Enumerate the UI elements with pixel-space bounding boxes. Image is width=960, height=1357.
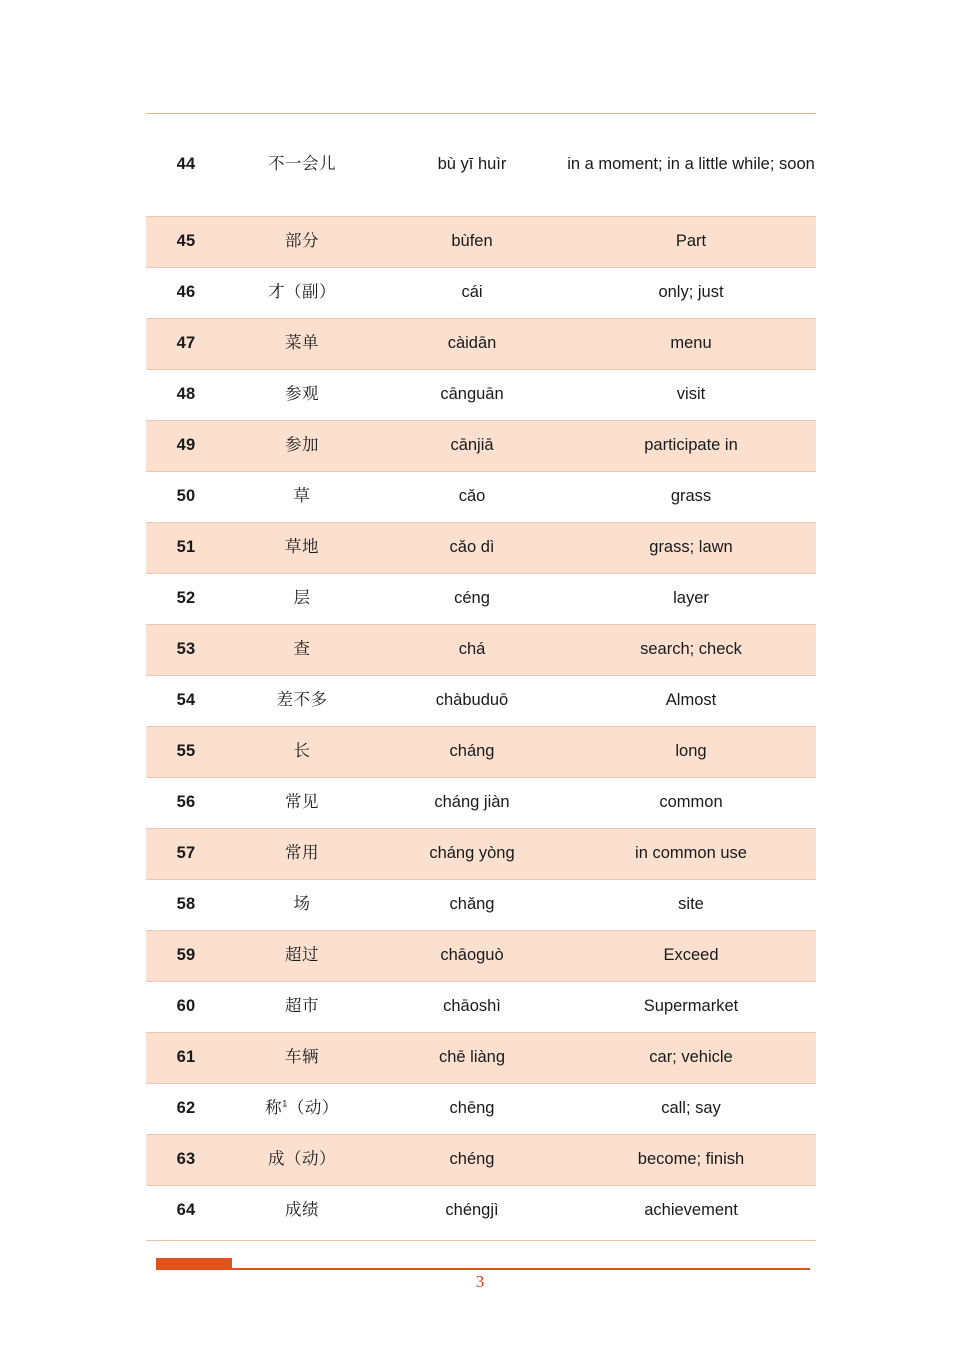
table-row	[146, 267, 816, 318]
cell-entry-number: 54	[146, 675, 226, 726]
cell-english-meaning: in common use	[566, 828, 816, 879]
cell-english-meaning: site	[566, 879, 816, 930]
cell-english-meaning: become; finish	[566, 1134, 816, 1185]
cell-pinyin: chéng	[378, 1134, 566, 1185]
table-row	[146, 1032, 816, 1083]
table-row	[146, 777, 816, 828]
cell-english-meaning: menu	[566, 318, 816, 369]
cell-entry-number: 45	[146, 216, 226, 267]
cell-chinese-word	[226, 1083, 378, 1134]
cell-pinyin: cǎo	[378, 471, 566, 522]
cell-chinese-word: 查	[226, 624, 378, 675]
cell-entry-number: 51	[146, 522, 226, 573]
table-row	[146, 573, 816, 624]
cell-pinyin: cháng yòng	[378, 828, 566, 879]
table-row	[146, 318, 816, 369]
cell-chinese-word: 草地	[226, 522, 378, 573]
cell-pinyin: cǎo dì	[378, 522, 566, 573]
table-row	[146, 420, 816, 471]
cell-pinyin: chāoguò	[378, 930, 566, 981]
cell-entry-number: 50	[146, 471, 226, 522]
cell-pinyin: chéngjì	[378, 1185, 566, 1236]
cell-english-meaning: Supermarket	[566, 981, 816, 1032]
cell-chinese-word: 不一会儿	[226, 114, 378, 216]
cell-pinyin: cānjiā	[378, 420, 566, 471]
vocabulary-table	[146, 114, 816, 1236]
cell-english-meaning: participate in	[566, 420, 816, 471]
table-row	[146, 675, 816, 726]
table-row	[146, 828, 816, 879]
cell-pinyin: cháng jiàn	[378, 777, 566, 828]
cell-chinese-word: 部分	[226, 216, 378, 267]
table-row	[146, 369, 816, 420]
chinese-word-base: 称	[265, 1098, 283, 1117]
cell-entry-number: 47	[146, 318, 226, 369]
cell-chinese-word: 菜单	[226, 318, 378, 369]
cell-chinese-word: 才（副）	[226, 267, 378, 318]
cell-entry-number: 49	[146, 420, 226, 471]
cell-chinese-word: 草	[226, 471, 378, 522]
cell-chinese-word: 超市	[226, 981, 378, 1032]
cell-chinese-word: 超过	[226, 930, 378, 981]
cell-english-meaning: call; say	[566, 1083, 816, 1134]
cell-entry-number: 56	[146, 777, 226, 828]
cell-english-meaning: achievement	[566, 1185, 816, 1236]
table-row	[146, 726, 816, 777]
cell-chinese-word: 成（动）	[226, 1134, 378, 1185]
cell-english-meaning: visit	[566, 369, 816, 420]
cell-chinese-word: 场	[226, 879, 378, 930]
cell-entry-number: 62	[146, 1083, 226, 1134]
table-row	[146, 522, 816, 573]
cell-entry-number: 64	[146, 1185, 226, 1236]
cell-entry-number: 52	[146, 573, 226, 624]
cell-pinyin: chá	[378, 624, 566, 675]
table-row	[146, 981, 816, 1032]
table-row	[146, 1134, 816, 1185]
cell-english-meaning: layer	[566, 573, 816, 624]
cell-pinyin: cānguān	[378, 369, 566, 420]
cell-chinese-word: 长	[226, 726, 378, 777]
vocabulary-table-body	[146, 114, 816, 1236]
cell-entry-number: 61	[146, 1032, 226, 1083]
cell-pinyin: cháng	[378, 726, 566, 777]
cell-entry-number: 53	[146, 624, 226, 675]
table-row	[146, 930, 816, 981]
table-row	[146, 216, 816, 267]
cell-entry-number: 63	[146, 1134, 226, 1185]
chinese-word-suffix: （动）	[287, 1098, 339, 1117]
cell-english-meaning: in a moment; in a little while; soon	[566, 114, 816, 216]
cell-pinyin: bù yī huìr	[378, 114, 566, 216]
table-row	[146, 624, 816, 675]
cell-pinyin: bùfen	[378, 216, 566, 267]
table-row	[146, 879, 816, 930]
cell-chinese-word: 常见	[226, 777, 378, 828]
cell-chinese-word: 层	[226, 573, 378, 624]
footer-rule	[156, 1268, 810, 1270]
cell-english-meaning: Part	[566, 216, 816, 267]
cell-chinese-word: 车辆	[226, 1032, 378, 1083]
cell-entry-number: 48	[146, 369, 226, 420]
cell-pinyin: cái	[378, 267, 566, 318]
cell-english-meaning: car; vehicle	[566, 1032, 816, 1083]
cell-chinese-word: 成绩	[226, 1185, 378, 1236]
cell-entry-number: 59	[146, 930, 226, 981]
table-row	[146, 1185, 816, 1236]
cell-chinese-word: 参观	[226, 369, 378, 420]
cell-english-meaning: only; just	[566, 267, 816, 318]
cell-pinyin: chāoshì	[378, 981, 566, 1032]
cell-english-meaning: long	[566, 726, 816, 777]
cell-pinyin: céng	[378, 573, 566, 624]
page-number: 3	[475, 1272, 485, 1291]
cell-english-meaning: search; check	[566, 624, 816, 675]
cell-entry-number: 55	[146, 726, 226, 777]
cell-english-meaning: common	[566, 777, 816, 828]
cell-english-meaning: Exceed	[566, 930, 816, 981]
cell-chinese-word: 参加	[226, 420, 378, 471]
cell-pinyin: chàbuduō	[378, 675, 566, 726]
cell-entry-number: 46	[146, 267, 226, 318]
cell-chinese-word: 常用	[226, 828, 378, 879]
table-bottom-rule	[146, 1240, 816, 1241]
cell-entry-number: 60	[146, 981, 226, 1032]
cell-english-meaning: grass; lawn	[566, 522, 816, 573]
cell-pinyin: chǎng	[378, 879, 566, 930]
table-row	[146, 114, 816, 216]
cell-chinese-word: 差不多	[226, 675, 378, 726]
cell-english-meaning: grass	[566, 471, 816, 522]
cell-pinyin: chē liàng	[378, 1032, 566, 1083]
table-row	[146, 1083, 816, 1134]
table-row	[146, 471, 816, 522]
cell-pinyin: càidān	[378, 318, 566, 369]
cell-pinyin: chēng	[378, 1083, 566, 1134]
cell-entry-number: 57	[146, 828, 226, 879]
cell-entry-number: 44	[146, 114, 226, 216]
cell-entry-number: 58	[146, 879, 226, 930]
chinese-word-superscript: 1	[282, 1098, 288, 1110]
cell-english-meaning: Almost	[566, 675, 816, 726]
